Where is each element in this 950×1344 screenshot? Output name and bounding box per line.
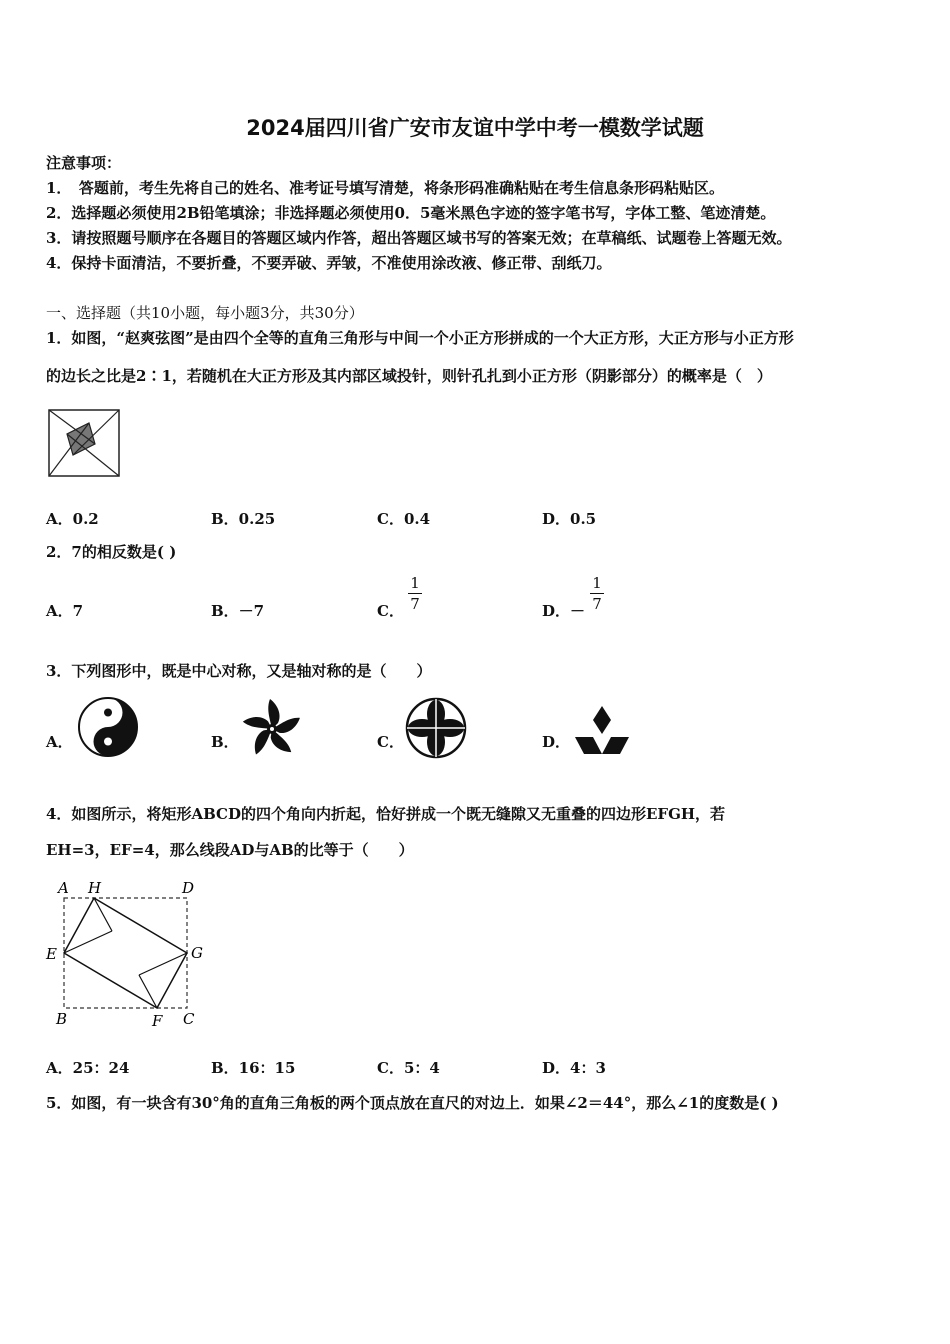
q3-option-b: B． (211, 733, 239, 751)
page-title: 2024届四川省广安市友谊中学中考一模数学试题 (246, 116, 704, 140)
rectangle-fold-diagram (44, 878, 214, 1030)
q4-option-d: D．4：3 (542, 1059, 606, 1077)
notice-item: 3．请按照题号顺序在各题目的答题区域内作答，超出答题区域书写的答案无效；在草稿纸、试题卷上答题无效。 (46, 229, 792, 247)
q1-option-c: C．0.4 (377, 510, 431, 528)
question-2: 2．7的相反数是( ) (46, 543, 177, 561)
fraction-numerator: 1 (410, 574, 420, 592)
label-f: F (152, 1012, 163, 1030)
fraction-one-seventh (408, 575, 422, 612)
question-4-line1: 4．如图所示，将矩形ABCD的四个角向内折起，恰好拼成一个既无缝隙又无重叠的四边形EFGH，若 (46, 805, 726, 823)
q4-option-c: C．5：4 (377, 1059, 440, 1077)
pinwheel-icon (240, 697, 304, 761)
question-1-line2: 的边长之比是2∶1，若随机在大正方形及其内部区域投针，则针孔扎到小正方形（阴影部分）的概率是（ ） (46, 367, 772, 385)
q2-option-d: D．－ (542, 602, 586, 620)
q2-option-c: C． (377, 602, 404, 620)
question-1-line1: 1．如图，“赵爽弦图”是由四个全等的直角三角形与中间一个小正方形拼成的一个大正方形，大正方形与小正方形 (46, 329, 794, 347)
q1-option-b: B．0.25 (211, 510, 276, 528)
notice-item: 4．保持卡面清洁，不要折叠，不要弄破、弄皱，不准使用涂改液、修正带、刮纸刀。 (46, 254, 612, 272)
question-5: 5．如图，有一块含有30°角的直角三角板的两个顶点放在直尺的对边上．如果∠2＝44°，那么∠1的度数是( ) (46, 1094, 779, 1112)
fraction-denominator: 7 (410, 595, 420, 613)
three-diamonds-icon (570, 704, 634, 756)
fraction-one-seventh-negative (590, 575, 604, 612)
q4-option-a: A．25：24 (46, 1059, 130, 1077)
question-3: 3．下列图形中，既是中心对称，又是轴对称的是（ ） (46, 662, 432, 680)
q3-option-c: C． (377, 733, 404, 751)
label-g: G (191, 944, 203, 962)
label-d: D (182, 879, 195, 897)
q4-option-b: B．16：15 (211, 1059, 296, 1077)
q3-option-d: D． (542, 733, 571, 751)
label-c: C (183, 1010, 195, 1028)
q1-option-a: A．0.2 (46, 510, 99, 528)
label-a: A (58, 879, 69, 897)
q3-option-a: A． (46, 733, 73, 751)
notice-item: 2．选择题必须使用2B铅笔填涂；非选择题必须使用0．5毫米黑色字迹的签字笔书写，字体工整、笔迹清楚。 (46, 204, 776, 222)
zhao-shuang-diagram (48, 409, 120, 477)
notice-heading: 注意事项： (46, 154, 122, 172)
fraction-denominator: 7 (592, 595, 602, 613)
question-4-line2: EH=3，EF=4，那么线段AD与AB的比等于（ ） (46, 841, 414, 859)
label-e: E (46, 945, 57, 963)
label-h: H (88, 879, 102, 897)
q1-option-d: D．0.5 (542, 510, 597, 528)
four-leaf-circle-icon (404, 696, 468, 760)
notice-item: 1． 答题前，考生先将自己的姓名、准考证号填写清楚，将条形码准确粘贴在考生信息条形码粘贴区。 (46, 179, 724, 197)
section-heading: 一、选择题（共10小题，每小题3分，共30分） (46, 304, 364, 322)
label-b: B (56, 1010, 68, 1028)
q2-option-a: A．7 (46, 602, 84, 620)
q2-option-b: B．－7 (211, 602, 265, 620)
yin-yang-icon (76, 696, 140, 758)
fraction-numerator: 1 (592, 574, 602, 592)
